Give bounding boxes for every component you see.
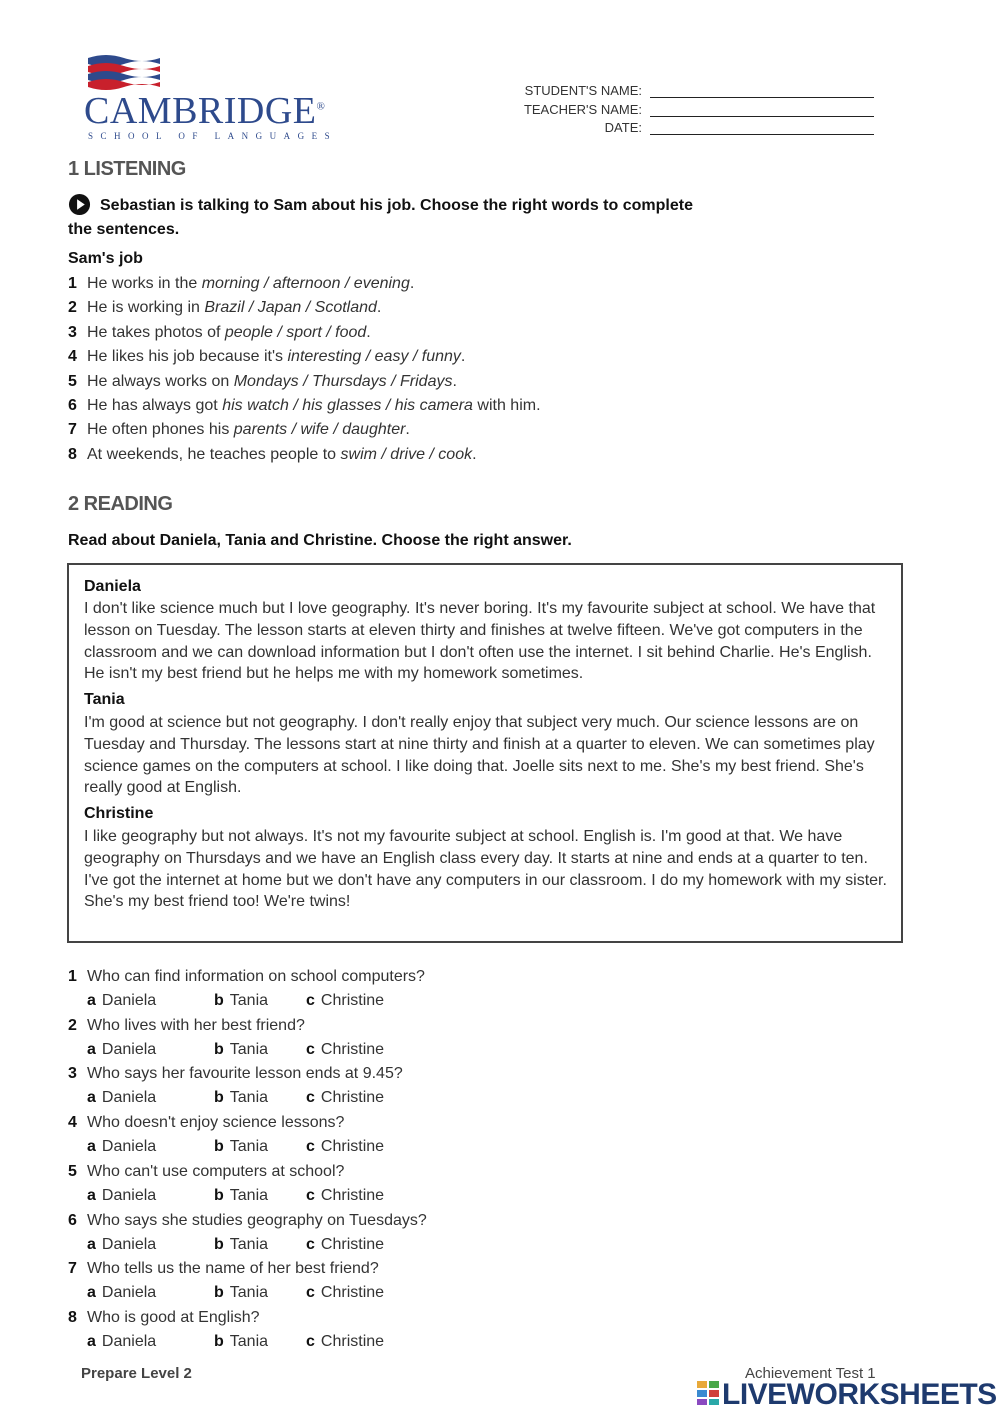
- item-text-end: .: [472, 445, 477, 463]
- option-letter: a: [87, 1089, 96, 1107]
- option-letter: c: [306, 1235, 315, 1253]
- question-text: Who tells us the name of her best friend?: [87, 1260, 379, 1278]
- item-number: 1: [68, 275, 77, 292]
- item-text: He likes his job because it's: [87, 348, 288, 366]
- option-letter: c: [306, 1186, 315, 1204]
- option-name: Tania: [229, 1040, 269, 1058]
- option-name: Daniela: [101, 1332, 157, 1350]
- item-text-end: .: [366, 323, 371, 341]
- logo-registered: ®: [316, 100, 326, 113]
- item-text: He has always got: [87, 397, 223, 414]
- option-name: Tania: [229, 1089, 269, 1107]
- date-label: DATE:: [604, 120, 642, 135]
- question-number: 8: [68, 1308, 77, 1326]
- teacher-name-label: TEACHER'S NAME:: [523, 102, 642, 117]
- option-letter: c: [306, 1138, 315, 1156]
- item-text-end: .: [460, 348, 466, 366]
- item-text-end: .: [452, 372, 457, 390]
- answer-option[interactable]: [306, 1089, 384, 1107]
- item-options[interactable]: swim / drive / cook: [340, 445, 473, 463]
- item-text-end: with him.: [472, 397, 541, 414]
- reading-passage-box: [67, 563, 903, 943]
- reading-question: [68, 1212, 427, 1230]
- answer-option[interactable]: [87, 1041, 156, 1059]
- question-text: Who can find information on school computers?: [87, 968, 425, 985]
- question-text: Who can't use computers at school?: [87, 1162, 345, 1180]
- option-name: Daniela: [101, 1235, 157, 1253]
- question-number: 7: [68, 1260, 77, 1278]
- item-number: 5: [68, 372, 77, 390]
- option-letter: b: [214, 1138, 224, 1156]
- listening-item: [68, 275, 414, 293]
- item-text-end: .: [409, 275, 415, 292]
- answer-option[interactable]: [214, 992, 268, 1010]
- answer-option[interactable]: [87, 1333, 156, 1351]
- answer-option[interactable]: [306, 1041, 384, 1059]
- listening-instruction-line2: the sentences.: [68, 221, 180, 238]
- option-name: Christine: [320, 1332, 385, 1350]
- option-name: Daniela: [101, 1040, 157, 1058]
- reading-question: [68, 1114, 344, 1132]
- option-letter: c: [306, 1040, 315, 1058]
- option-name: Daniela: [101, 1138, 157, 1156]
- listening-subtitle: Sam's job: [68, 250, 143, 267]
- answer-option[interactable]: [214, 1138, 268, 1156]
- student-name-row: [500, 83, 880, 101]
- option-name: Christine: [320, 1186, 385, 1204]
- option-letter: a: [87, 1332, 96, 1350]
- reading-question: [68, 968, 425, 986]
- question-number: 2: [68, 1016, 77, 1034]
- question-number: 1: [68, 968, 77, 985]
- passage-name-christine: Christine: [84, 805, 154, 822]
- option-letter: b: [214, 1332, 224, 1350]
- item-text: He works in the: [87, 275, 202, 292]
- reading-question: [68, 1065, 403, 1083]
- option-name: Christine: [320, 1089, 385, 1107]
- listening-instruction-line1: Sebastian is talking to Sam about his job. Choose the right words to complete: [100, 197, 693, 214]
- answer-option[interactable]: [214, 1333, 268, 1351]
- footer-test-name: Achievement Test 1: [745, 1365, 876, 1382]
- option-name: Daniela: [101, 992, 157, 1009]
- item-number: 7: [68, 421, 77, 439]
- reading-question: [68, 1260, 379, 1278]
- option-letter: b: [214, 1089, 224, 1107]
- answer-option[interactable]: [306, 1236, 384, 1254]
- answer-option[interactable]: [214, 1187, 268, 1205]
- option-name: Christine: [320, 1040, 385, 1058]
- listening-title: 1 LISTENING: [68, 158, 186, 180]
- answer-option[interactable]: [214, 1284, 268, 1302]
- option-name: Daniela: [101, 1186, 157, 1204]
- option-letter: b: [214, 1235, 224, 1253]
- option-letter: a: [87, 1138, 96, 1156]
- student-name-field[interactable]: [650, 97, 874, 98]
- item-number: 6: [68, 397, 77, 414]
- item-options[interactable]: morning / afternoon / evening: [201, 275, 410, 292]
- listening-item: [68, 299, 381, 317]
- question-number: 6: [68, 1211, 77, 1229]
- item-options[interactable]: Mondays / Thursdays / Fridays: [233, 372, 453, 390]
- item-options[interactable]: his watch / his glasses / his camera: [222, 397, 473, 414]
- listening-item: [68, 348, 465, 366]
- listening-item: [68, 421, 410, 439]
- option-name: Tania: [229, 1186, 269, 1204]
- option-name: Christine: [320, 1138, 385, 1156]
- option-name: Tania: [229, 1138, 269, 1156]
- answer-option[interactable]: [87, 1284, 156, 1302]
- answer-option[interactable]: [306, 992, 384, 1010]
- answer-option[interactable]: [87, 1089, 156, 1107]
- teacher-name-field[interactable]: [650, 116, 874, 117]
- answer-option[interactable]: [306, 1284, 384, 1302]
- item-text: At weekends, he teaches people to: [87, 445, 341, 463]
- passage-text-christine: I like geography but not always. It's not my favourite subject at school. English is. I'm good at that. We have geography on Thursdays and we have an English class every day. It starts at nine and ends at a quarter to ten. I've got the internet at home but we don't have any computers in our classroom. I do my homework with my sister. She's my best friend too! We're twins!: [84, 828, 887, 911]
- item-text-end: .: [405, 421, 410, 439]
- logo-subtitle: SCHOOL OF LANGUAGES: [88, 131, 338, 141]
- item-text: He is working in: [87, 299, 205, 317]
- option-letter: b: [214, 992, 224, 1009]
- brand-logo: [84, 92, 325, 130]
- date-field[interactable]: [650, 134, 874, 135]
- student-name-label: STUDENT'S NAME:: [524, 83, 642, 98]
- option-letter: a: [87, 1284, 96, 1302]
- item-number: 8: [68, 445, 77, 463]
- passage-text-daniela: I don't like science much but I love geography. It's never boring. It's my favourite subject at school. We have that lesson on Tuesday. The lesson starts at eleven thirty and finishes at twelve fifteen. We've got computers in the classroom and we can download information but I don't often use the internet. I sit behind Charlie. He's English. He isn't my best friend but he helps me with my homework sometimes.: [84, 600, 876, 683]
- option-letter: c: [306, 1332, 315, 1350]
- item-text: He often phones his: [87, 421, 234, 439]
- listening-item: [68, 446, 477, 464]
- question-number: 5: [68, 1162, 77, 1180]
- option-letter: b: [214, 1186, 224, 1204]
- option-letter: c: [306, 1284, 315, 1302]
- question-text: Who says her favourite lesson ends at 9.45?: [87, 1065, 403, 1083]
- item-text: He always works on: [87, 372, 234, 390]
- question-text: Who doesn't enjoy science lessons?: [87, 1114, 345, 1132]
- option-letter: c: [306, 1089, 315, 1107]
- option-letter: b: [214, 1284, 224, 1302]
- question-text: Who lives with her best friend?: [87, 1016, 305, 1034]
- option-letter: b: [214, 1040, 224, 1058]
- passage-name-daniela: Daniela: [84, 578, 141, 595]
- question-text: Who is good at English?: [87, 1308, 260, 1326]
- passage-text-tania: I'm good at science but not geography. I don't really enjoy that subject very much. Our science lessons are on Tuesday and Thursday. The lessons start at nine thirty and finish at a quarter to eleven. We can sometimes play science games on the computers at school. I like doing that. Joelle sits next to me. She's my best friend. She's really good at English.: [84, 714, 875, 797]
- item-options[interactable]: people / sport / food: [224, 323, 367, 341]
- answer-option[interactable]: [87, 1138, 156, 1156]
- option-letter: a: [87, 1040, 96, 1058]
- reading-instruction: Read about Daniela, Tania and Christine. Choose the right answer.: [68, 532, 572, 549]
- logo-text: CAMBRIDGE: [84, 90, 317, 132]
- item-number: 3: [68, 323, 77, 341]
- option-name: Christine: [320, 1235, 385, 1253]
- item-options[interactable]: interesting / easy / funny: [287, 348, 461, 366]
- option-name: Daniela: [101, 1284, 157, 1302]
- passage-name-tania: Tania: [84, 691, 125, 708]
- item-number: 4: [68, 348, 77, 366]
- answer-option[interactable]: [306, 1187, 384, 1205]
- option-name: Tania: [229, 1235, 269, 1253]
- liveworksheets-logo-icon: [697, 1381, 719, 1405]
- play-audio-icon[interactable]: [68, 193, 91, 216]
- option-letter: a: [87, 992, 96, 1009]
- answer-option[interactable]: [306, 1138, 384, 1156]
- reading-question: [68, 1309, 260, 1327]
- answer-option[interactable]: [87, 992, 156, 1010]
- answer-option[interactable]: [306, 1333, 384, 1351]
- option-name: Tania: [229, 1332, 269, 1350]
- reading-question: [68, 1163, 344, 1181]
- option-letter: c: [306, 992, 315, 1009]
- listening-item: [68, 324, 371, 342]
- answer-option[interactable]: [214, 1089, 268, 1107]
- item-options[interactable]: parents / wife / daughter: [233, 421, 406, 439]
- option-letter: a: [87, 1186, 96, 1204]
- answer-option[interactable]: [87, 1236, 156, 1254]
- listening-item: [68, 373, 457, 391]
- item-text: He takes photos of: [87, 323, 225, 341]
- answer-option[interactable]: [87, 1187, 156, 1205]
- option-name: Christine: [320, 1284, 385, 1302]
- teacher-name-row: [500, 102, 880, 120]
- footer-level: Prepare Level 2: [81, 1365, 192, 1382]
- question-number: 3: [68, 1065, 77, 1083]
- answer-option[interactable]: [214, 1041, 268, 1059]
- item-number: 2: [68, 299, 77, 317]
- listening-item: [68, 397, 541, 415]
- question-text: Who says she studies geography on Tuesdays?: [87, 1211, 427, 1229]
- date-row: [500, 120, 880, 138]
- option-letter: a: [87, 1235, 96, 1253]
- reading-title: 2 READING: [68, 493, 173, 515]
- liveworksheets-logo: LIVEWORKSHEETS: [722, 1378, 997, 1411]
- reading-question: [68, 1017, 305, 1035]
- option-name: Christine: [320, 992, 385, 1009]
- option-name: Daniela: [101, 1089, 157, 1107]
- question-number: 4: [68, 1114, 77, 1132]
- option-name: Tania: [229, 992, 269, 1009]
- option-name: Tania: [229, 1284, 269, 1302]
- answer-option[interactable]: [214, 1236, 268, 1254]
- item-options[interactable]: Brazil / Japan / Scotland: [204, 299, 377, 317]
- item-text-end: .: [376, 299, 382, 317]
